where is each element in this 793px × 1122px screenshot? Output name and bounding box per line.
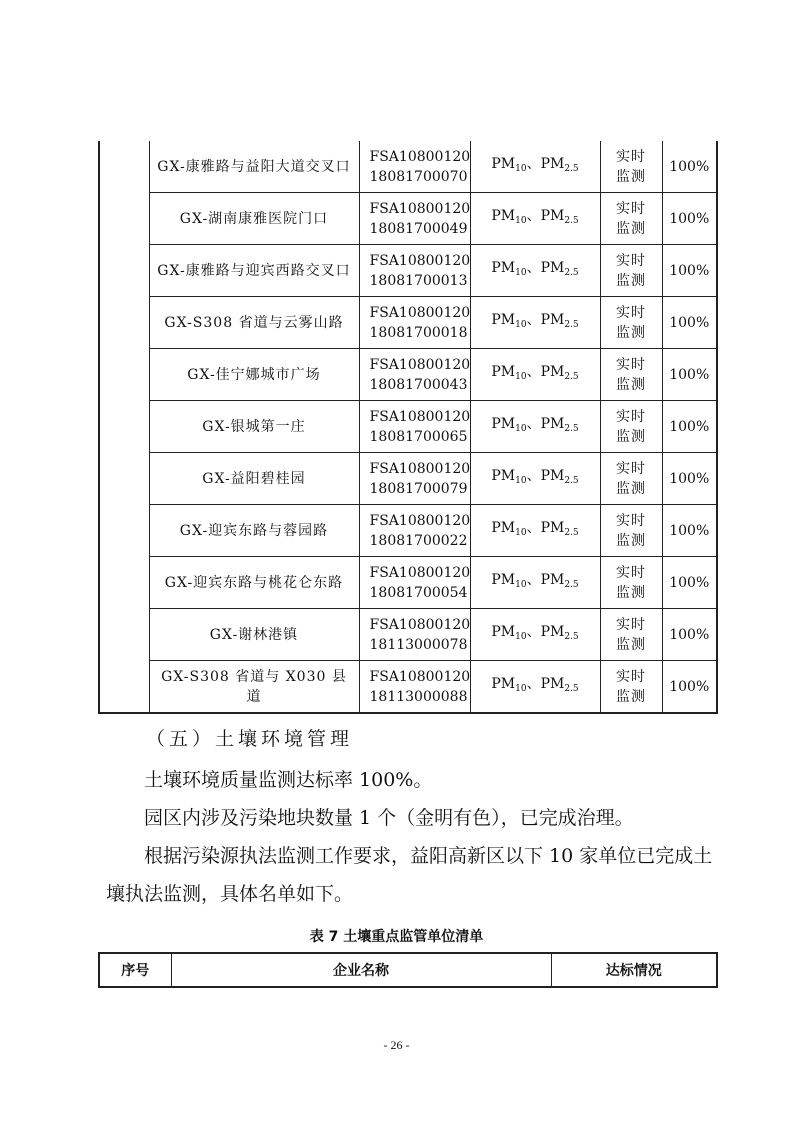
station-name-cell: GX-银城第一庄 <box>149 401 359 453</box>
monitoring-station-table <box>98 141 718 714</box>
pollutant-separator: 、 <box>526 416 541 432</box>
device-code-line-1: FSA10800120 <box>369 252 471 269</box>
page-number: - 26 - <box>383 1038 410 1052</box>
pollutant-a-subscript: 10 <box>515 216 527 226</box>
table-header-row <box>99 953 717 987</box>
device-code-line-1: FSA10800120 <box>369 512 471 529</box>
compliance-rate-cell: 100% <box>662 557 717 609</box>
compliance-rate-cell: 100% <box>662 609 717 661</box>
pollutant-b-label: PM <box>540 208 565 224</box>
pollutant-a-subscript: 10 <box>515 580 527 590</box>
table-row <box>99 401 717 453</box>
device-code-line-2: 18081700054 <box>369 584 468 601</box>
pollutant-b-subscript: 2.5 <box>564 320 579 330</box>
pollutant-a-subscript: 10 <box>515 476 527 486</box>
station-name-cell: GX-佳宁娜城市广场 <box>149 349 359 401</box>
pollutant-separator: 、 <box>526 312 541 328</box>
pollutant-a-label: PM <box>491 364 516 380</box>
paragraph-enforcement-monitoring: 根据污染源执法监测工作要求，益阳高新区以下 10 家单位已完成土壤执法监测，具体名单如下。 <box>106 845 713 905</box>
compliance-rate-cell: 100% <box>662 661 717 714</box>
device-code-line-1: FSA10800120 <box>369 408 471 425</box>
pollutant-b-subscript: 2.5 <box>564 528 579 538</box>
device-code-line-2: 18081700065 <box>369 428 468 445</box>
table-row <box>99 661 717 714</box>
monitoring-mode-cell: 实时监测 <box>600 349 662 401</box>
pollutant-b-label: PM <box>540 260 565 276</box>
device-code-cell <box>359 661 470 714</box>
pollutant-separator: 、 <box>526 156 541 172</box>
column-header-index: 序号 <box>99 953 171 987</box>
compliance-rate-cell: 100% <box>662 349 717 401</box>
pollutant-a-subscript: 10 <box>515 372 527 382</box>
pollutant-cell <box>470 141 600 193</box>
pollutant-a-label: PM <box>491 572 516 588</box>
device-code-line-1: FSA10800120 <box>369 148 471 165</box>
compliance-rate-cell: 100% <box>662 193 717 245</box>
pollutant-b-label: PM <box>540 364 565 380</box>
paragraph-contaminated-plots: 园区内涉及污染地块数量 1 个（金明有色），已完成治理。 <box>144 807 634 829</box>
device-code-line-2: 18081700049 <box>369 220 468 237</box>
device-code-cell <box>359 193 470 245</box>
monitoring-mode-cell: 实时监测 <box>600 609 662 661</box>
device-code-line-1: FSA10800120 <box>369 356 471 373</box>
compliance-rate-cell: 100% <box>662 245 717 297</box>
table-row <box>99 453 717 505</box>
pollutant-cell <box>470 505 600 557</box>
monitoring-table-body <box>99 141 717 713</box>
pollutant-cell <box>470 297 600 349</box>
table-row <box>99 193 717 245</box>
pollutant-b-subscript: 2.5 <box>564 372 579 382</box>
device-code-cell <box>359 349 470 401</box>
station-name-cell: GX-谢林港镇 <box>149 609 359 661</box>
pollutant-separator: 、 <box>526 520 541 536</box>
pollutant-a-subscript: 10 <box>515 164 527 174</box>
pollutant-a-label: PM <box>491 468 516 484</box>
monitoring-mode-cell: 实时监测 <box>600 297 662 349</box>
monitoring-mode-cell: 实时监测 <box>600 661 662 714</box>
pollutant-b-label: PM <box>540 624 565 640</box>
device-code-line-2: 18081700022 <box>369 532 468 549</box>
device-code-line-2: 18081700079 <box>369 480 468 497</box>
station-name-cell: GX-康雅路与迎宾西路交叉口 <box>149 245 359 297</box>
pollutant-cell <box>470 453 600 505</box>
station-name-cell: GX-S308 省道与云雾山路 <box>149 297 359 349</box>
column-header-company-name: 企业名称 <box>171 953 551 987</box>
pollutant-b-label: PM <box>540 416 565 432</box>
table-row <box>99 297 717 349</box>
paragraph-soil-quality-rate: 土壤环境质量监测达标率 100%。 <box>144 769 433 791</box>
pollutant-b-subscript: 2.5 <box>564 164 579 174</box>
device-code-line-1: FSA10800120 <box>369 668 471 685</box>
pollutant-b-subscript: 2.5 <box>564 216 579 226</box>
device-code-line-2: 18081700070 <box>369 168 468 185</box>
pollutant-a-subscript: 10 <box>515 424 527 434</box>
table-row <box>99 609 717 661</box>
pollutant-a-subscript: 10 <box>515 632 527 642</box>
compliance-rate-cell: 100% <box>662 453 717 505</box>
compliance-rate-cell: 100% <box>662 141 717 193</box>
pollutant-b-label: PM <box>540 312 565 328</box>
monitoring-mode-cell: 实时监测 <box>600 401 662 453</box>
station-name-cell: GX-湖南康雅医院门口 <box>149 193 359 245</box>
device-code-line-1: FSA10800120 <box>369 564 471 581</box>
table-row <box>99 245 717 297</box>
merged-category-cell <box>99 141 149 713</box>
pollutant-a-subscript: 10 <box>515 684 527 694</box>
device-code-cell <box>359 453 470 505</box>
station-name-cell: GX-迎宾东路与蓉园路 <box>149 505 359 557</box>
monitoring-mode-cell: 实时监测 <box>600 453 662 505</box>
pollutant-b-subscript: 2.5 <box>564 684 579 694</box>
pollutant-cell <box>470 193 600 245</box>
monitoring-mode-cell: 实时监测 <box>600 557 662 609</box>
table-caption: 表 7 土壤重点监管单位清单 <box>309 929 484 945</box>
pollutant-a-label: PM <box>491 416 516 432</box>
pollutant-cell <box>470 609 600 661</box>
station-name-cell: GX-益阳碧桂园 <box>149 453 359 505</box>
pollutant-cell <box>470 661 600 714</box>
pollutant-a-subscript: 10 <box>515 268 527 278</box>
pollutant-a-label: PM <box>491 156 516 172</box>
pollutant-cell <box>470 557 600 609</box>
device-code-cell <box>359 557 470 609</box>
device-code-line-1: FSA10800120 <box>369 460 471 477</box>
table-row <box>99 557 717 609</box>
device-code-line-1: FSA10800120 <box>369 200 471 217</box>
device-code-cell <box>359 609 470 661</box>
table-row <box>99 141 717 193</box>
pollutant-b-subscript: 2.5 <box>564 632 579 642</box>
pollutant-separator: 、 <box>526 468 541 484</box>
pollutant-b-label: PM <box>540 520 565 536</box>
pollutant-separator: 、 <box>526 208 541 224</box>
device-code-line-2: 18081700013 <box>369 272 468 289</box>
monitoring-mode-cell: 实时监测 <box>600 193 662 245</box>
device-code-cell <box>359 401 470 453</box>
pollutant-b-subscript: 2.5 <box>564 268 579 278</box>
monitoring-mode-cell: 实时监测 <box>600 141 662 193</box>
device-code-line-2: 18113000078 <box>369 636 468 653</box>
pollutant-separator: 、 <box>526 260 541 276</box>
device-code-cell <box>359 245 470 297</box>
pollutant-a-label: PM <box>491 312 516 328</box>
device-code-cell <box>359 141 470 193</box>
pollutant-b-subscript: 2.5 <box>564 424 579 434</box>
device-code-line-1: FSA10800120 <box>369 616 471 633</box>
pollutant-separator: 、 <box>526 624 541 640</box>
table-row <box>99 505 717 557</box>
device-code-line-2: 18113000088 <box>369 688 468 705</box>
device-code-line-2: 18081700018 <box>369 324 468 341</box>
pollutant-a-label: PM <box>491 260 516 276</box>
station-name-cell: GX-康雅路与益阳大道交叉口 <box>149 141 359 193</box>
pollutant-cell <box>470 401 600 453</box>
compliance-rate-cell: 100% <box>662 297 717 349</box>
pollutant-separator: 、 <box>526 676 541 692</box>
pollutant-cell <box>470 349 600 401</box>
compliance-rate-cell: 100% <box>662 505 717 557</box>
monitoring-mode-cell: 实时监测 <box>600 505 662 557</box>
station-name-cell: GX-S308 省道与 X030 县道 <box>149 661 359 714</box>
pollutant-separator: 、 <box>526 572 541 588</box>
pollutant-b-label: PM <box>540 572 565 588</box>
pollutant-a-label: PM <box>491 520 516 536</box>
pollutant-a-label: PM <box>491 624 516 640</box>
pollutant-a-label: PM <box>491 676 516 692</box>
pollutant-a-subscript: 10 <box>515 320 527 330</box>
station-name-cell: GX-迎宾东路与桃花仑东路 <box>149 557 359 609</box>
column-header-compliance: 达标情况 <box>551 953 717 987</box>
device-code-cell <box>359 297 470 349</box>
device-code-cell <box>359 505 470 557</box>
pollutant-b-label: PM <box>540 156 565 172</box>
device-code-line-1: FSA10800120 <box>369 304 471 321</box>
table-row <box>99 349 717 401</box>
pollutant-b-subscript: 2.5 <box>564 476 579 486</box>
compliance-rate-cell: 100% <box>662 401 717 453</box>
section-heading-soil: （五）土壤环境管理 <box>146 728 354 750</box>
monitoring-mode-cell: 实时监测 <box>600 245 662 297</box>
soil-supervision-unit-table <box>98 952 718 988</box>
pollutant-cell <box>470 245 600 297</box>
pollutant-b-label: PM <box>540 468 565 484</box>
pollutant-a-subscript: 10 <box>515 528 527 538</box>
device-code-line-2: 18081700043 <box>369 376 468 393</box>
pollutant-b-label: PM <box>540 676 565 692</box>
pollutant-a-label: PM <box>491 208 516 224</box>
pollutant-separator: 、 <box>526 364 541 380</box>
pollutant-b-subscript: 2.5 <box>564 580 579 590</box>
